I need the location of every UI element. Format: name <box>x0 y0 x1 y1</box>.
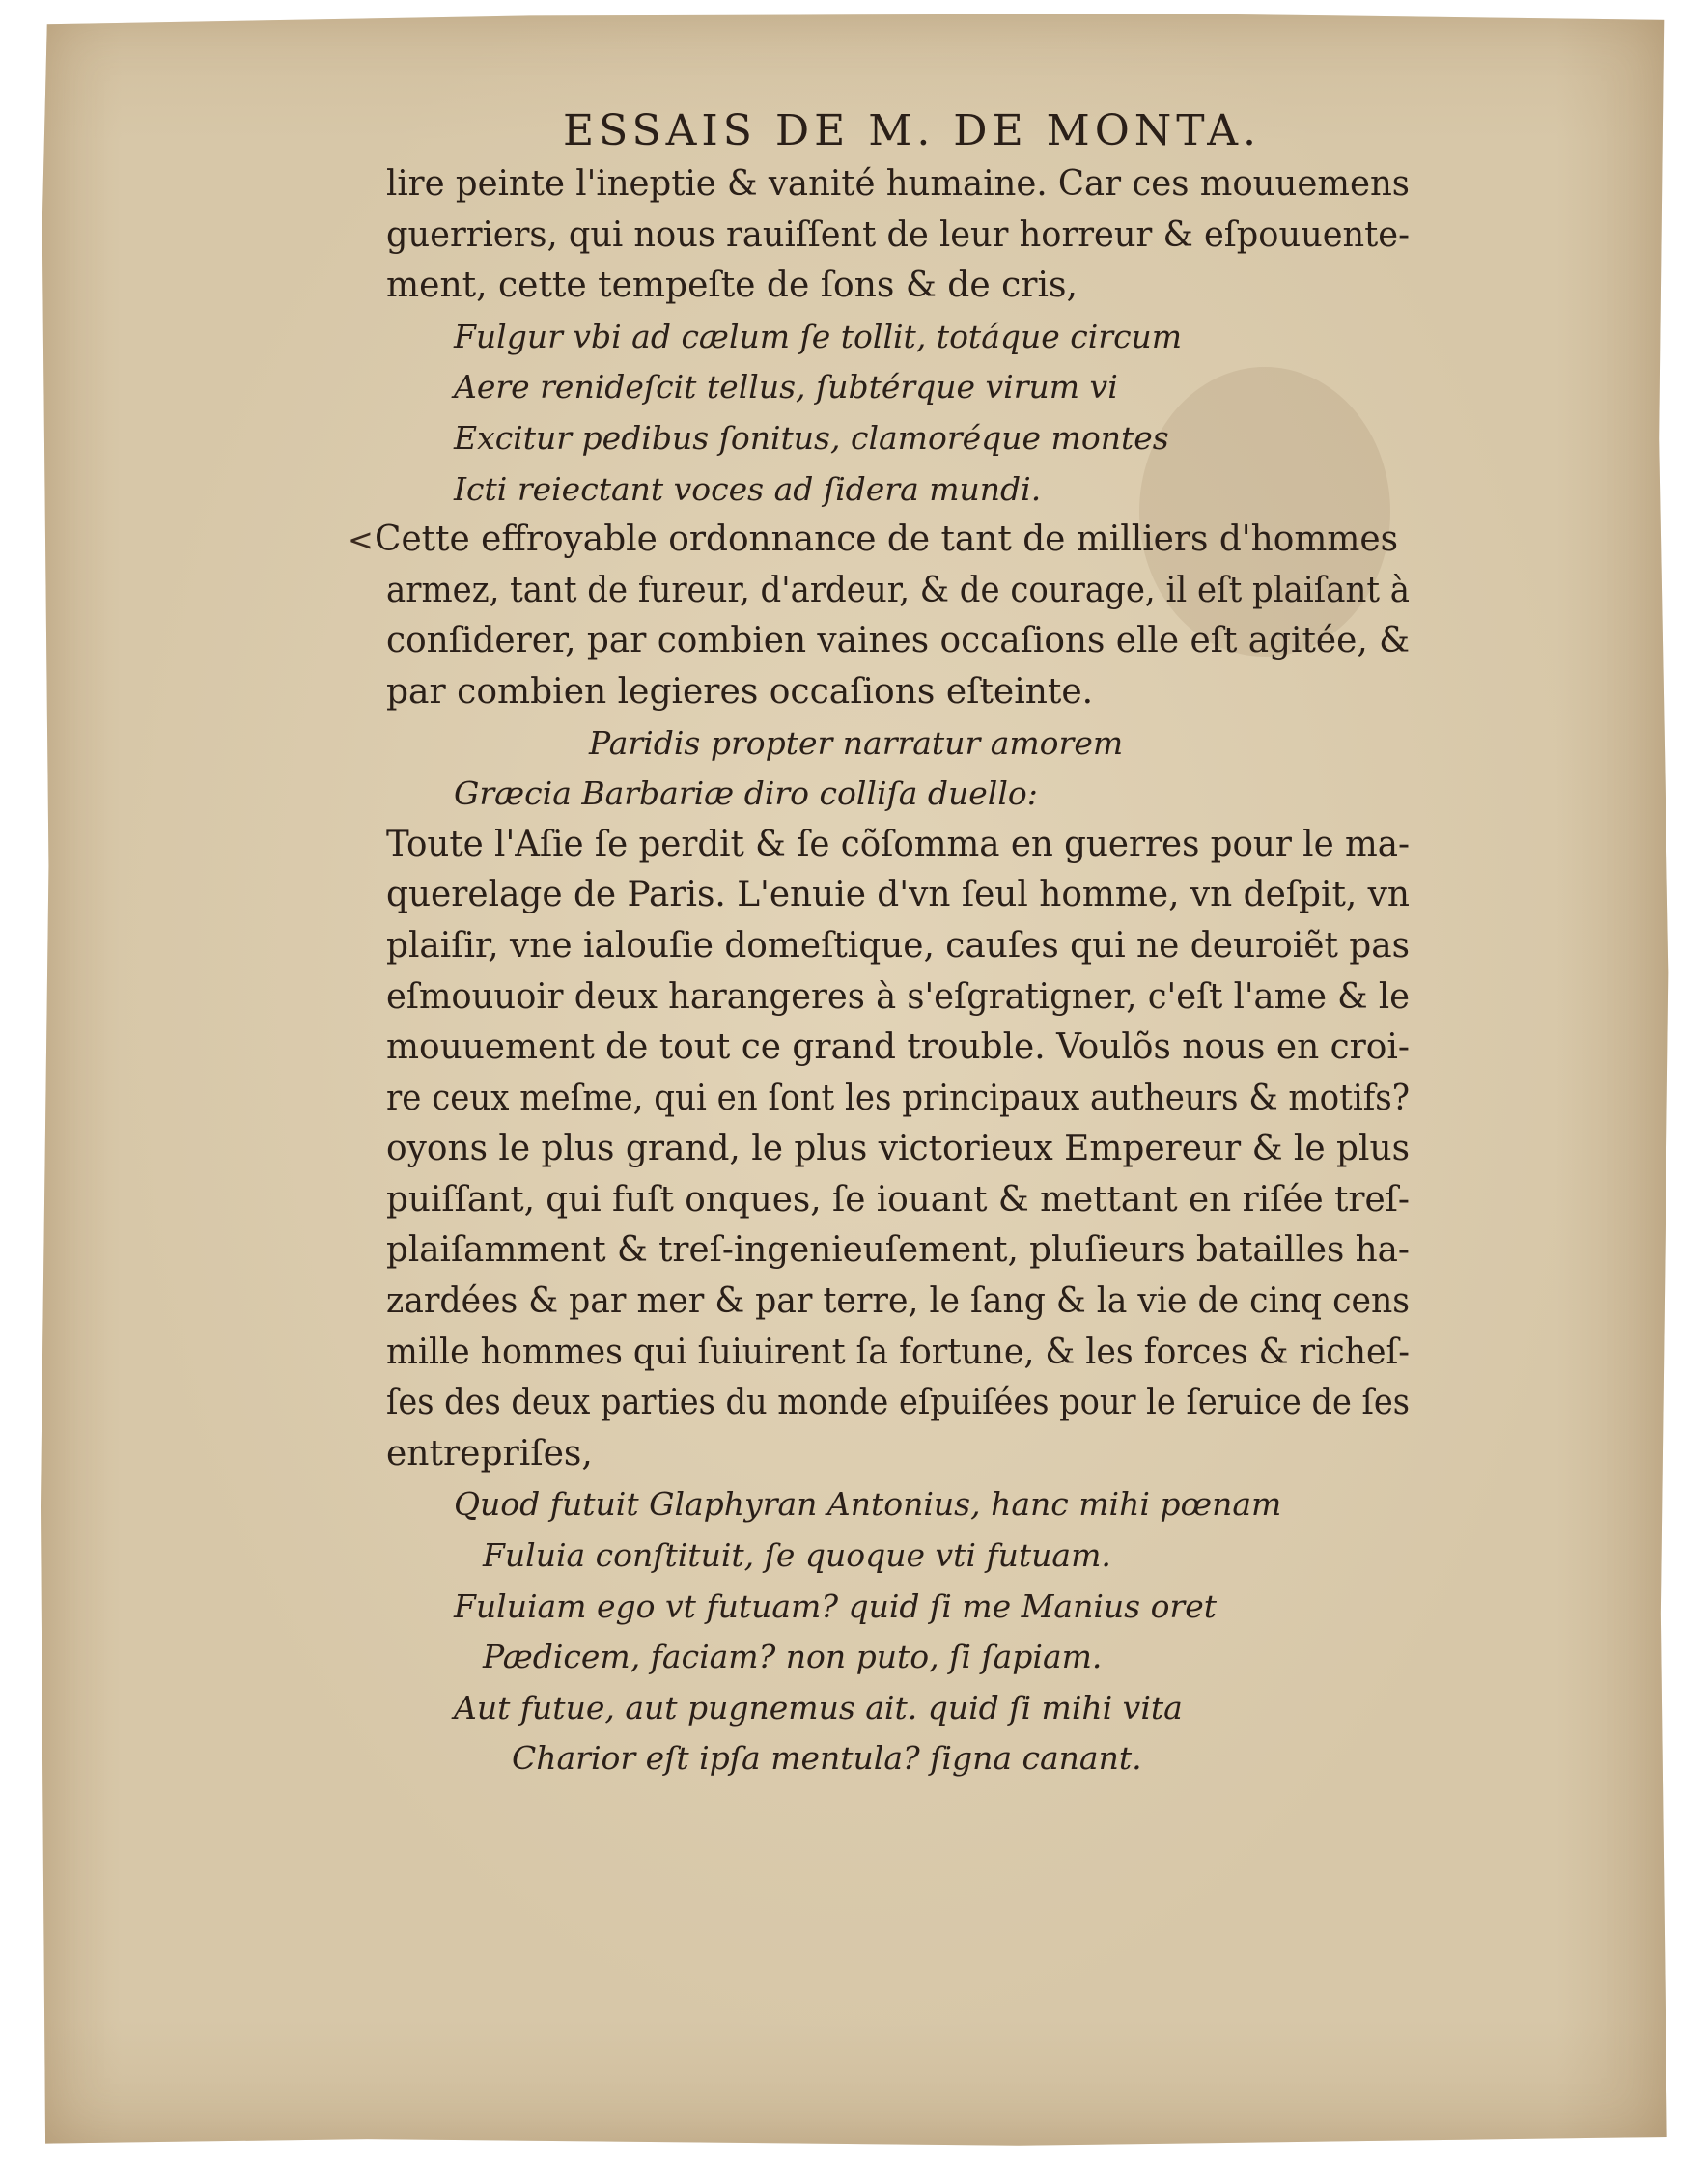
line-text: ment, cette tempeſte de ſons & de cris, <box>386 266 1078 306</box>
margin-mark: < <box>348 521 374 559</box>
line-text: mille hommes qui ſuiuirent ſa fortune, & les forces & richeſ- <box>386 1332 1410 1372</box>
verse-line <box>386 1733 1410 1784</box>
verse-line <box>386 1479 1410 1531</box>
line-text: Paridis propter narratur amorem <box>589 723 1124 762</box>
line-text: eſmouuoir deux harangeres à s'eſgratigner, c'eſt l'ame & le <box>386 976 1410 1017</box>
prose-line <box>386 1277 1410 1328</box>
line-text: Excitur pedibus ſonitus, clamoréque montes <box>454 418 1169 457</box>
line-text: Cette effroyable ordonnance de tant de milliers d'hommes <box>375 520 1398 560</box>
line-text: Fuluiam ego vt futuam? quid ſi me Manius oret <box>454 1587 1218 1625</box>
line-text: Græcia Barbariæ diro colliſa duello: <box>454 774 1038 813</box>
line-text: armez, tant de fureur, d'ardeur, & de courage, il eſt plaiſant à <box>386 570 1410 610</box>
line-text: ſes des deux parties du monde eſpuiſées pour le ſeruice de ſes <box>386 1383 1410 1423</box>
prose-line <box>386 921 1410 972</box>
line-text: mouuement de tout ce grand trouble. Voulõs nous en croi- <box>386 1027 1410 1068</box>
prose-line <box>386 1175 1410 1226</box>
line-text: guerriers, qui nous rauiſſent de leur horreur & eſpouuente- <box>386 214 1410 255</box>
line-text: entrepriſes, <box>386 1433 593 1474</box>
line-text: par combien legieres occaſions eſteinte. <box>386 671 1094 712</box>
prose-line <box>386 870 1410 921</box>
verse-line <box>386 718 1410 770</box>
prose-line <box>386 1074 1410 1125</box>
line-text: lire peinte l'ineptie & vanité humaine. Car ces mouuemens <box>386 164 1410 204</box>
prose-line <box>386 1124 1410 1175</box>
line-text: re ceux meſme, qui en ſont les principaux autheurs & motifs? <box>386 1078 1410 1118</box>
line-text: zardées & par mer & par terre, le ſang & la vie de cinq cens <box>386 1281 1410 1322</box>
line-text: Fuluia conſtituit, ſe quoque vti futuam. <box>483 1536 1111 1575</box>
prose-line <box>386 566 1410 617</box>
running-head: ESSAIS DE M. DE MONTA. <box>562 106 1262 155</box>
prose-line <box>386 1023 1410 1074</box>
body-text <box>348 159 1410 1784</box>
prose-line <box>386 972 1410 1024</box>
line-text: Quod futuit Glaphyran Antonius, hanc mihi pœnam <box>454 1485 1282 1524</box>
line-text: Toute l'Aſie ſe perdit & ſe cõſomma en guerres pour le ma- <box>386 824 1410 864</box>
prose-line <box>386 159 1410 211</box>
line-text: Pædicem, faciam? non puto, ſi ſapiam. <box>483 1638 1103 1676</box>
line-text: Icti reiectant voces ad ſidera mundi. <box>454 469 1042 508</box>
line-text: oyons le plus grand, le plus victorieux Empereur & le plus <box>386 1129 1410 1169</box>
prose-line <box>386 261 1410 312</box>
prose-line <box>386 1328 1410 1379</box>
verse-line <box>386 413 1410 464</box>
line-text: puiſſant, qui fuſt onques, ſe iouant & mettant en riſée treſ- <box>386 1179 1410 1220</box>
verse-line <box>386 1683 1410 1734</box>
prose-line <box>386 1225 1410 1277</box>
verse-line <box>386 1531 1410 1582</box>
line-text: conſiderer, par combien vaines occaſions elle eſt agitée, & <box>386 621 1410 661</box>
prose-line <box>386 616 1410 667</box>
line-text: Fulgur vbi ad cælum ſe tollit, totáque circum <box>454 317 1183 355</box>
verse-line <box>386 1582 1410 1633</box>
verse-line <box>386 1632 1410 1683</box>
line-text: plaiſir, vne ialouſie domeſtique, cauſes qui ne deuroiẽt pas <box>386 925 1410 966</box>
prose-line <box>386 1378 1410 1429</box>
line-text: plaiſamment & treſ-ingenieuſement, pluſieurs batailles ha- <box>386 1230 1410 1271</box>
prose-line <box>386 820 1410 871</box>
verse-line <box>386 769 1410 820</box>
line-text: Aere renideſcit tellus, ſubtérque virum vi <box>454 368 1118 407</box>
prose-line <box>386 211 1410 262</box>
line-text: Charior eſt ipſa mentula? ſigna canant. <box>512 1739 1142 1778</box>
prose-line <box>348 515 1410 566</box>
verse-line <box>386 464 1410 516</box>
verse-line <box>386 362 1410 413</box>
line-text: querelage de Paris. L'enuie d'vn ſeul homme, vn deſpit, vn <box>386 875 1410 915</box>
prose-line <box>386 1429 1410 1480</box>
prose-line <box>386 667 1410 718</box>
verse-line <box>386 312 1410 363</box>
line-text: Aut futue, aut pugnemus ait. quid ſi mihi vita <box>454 1688 1183 1727</box>
